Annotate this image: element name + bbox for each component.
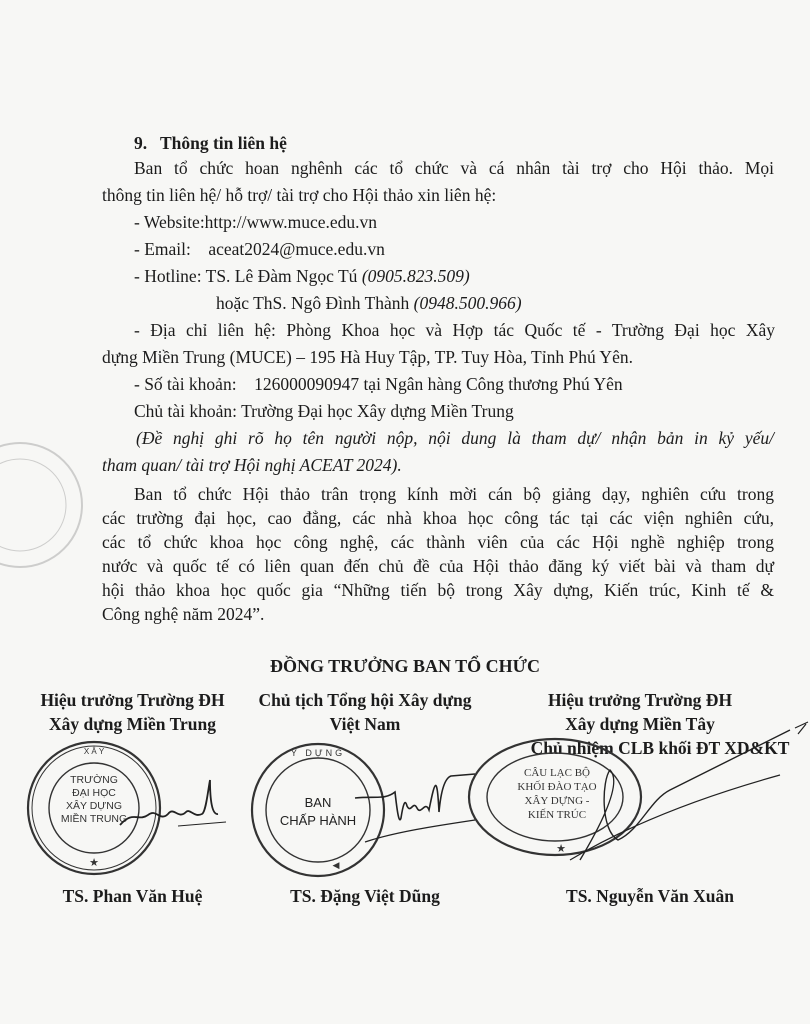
hotline-label: - Hotline: — [134, 266, 202, 286]
stamp-3-text-3: XÂY DỰNG - — [524, 795, 590, 807]
note-line-1: (Đề nghị ghi rõ họ tên người nộp, nội dung là tham dự/ nhận bản in kỷ yếu/ — [136, 428, 774, 448]
invitation-line-1: Ban tổ chức Hội thảo trân trọng kính mời cán bộ giảng dạy, nghiên cứu trong — [134, 484, 774, 504]
contact-email — [134, 239, 385, 259]
section-number: 9. — [134, 133, 148, 153]
invitation-line-3: các tổ chức khoa học công nghệ, các thành viên của các Hội nghề nghiệp trong — [102, 532, 774, 552]
stamp-3-text-4: KIẾN TRÚC — [527, 809, 587, 821]
intro-line-2: thông tin liên hệ/ hỗ trợ/ tài trợ cho Hội thảo xin liên hệ: — [102, 185, 497, 205]
svg-text:◀: ◀ — [332, 860, 340, 870]
email-label: - Email: — [134, 239, 191, 259]
signer-2-name: TS. Đặng Việt Dũng — [290, 886, 440, 906]
signer-2-title — [245, 688, 485, 736]
contact-website: - Website:http://www.muce.edu.vn — [134, 212, 378, 232]
intro-line-1: Ban tổ chức hoan nghênh các tổ chức và cá nhân tài trợ cho Hội thảo. Mọi — [134, 158, 774, 178]
signer-1-name: TS. Phan Văn Huệ — [62, 886, 203, 906]
faint-stamp-icon — [0, 430, 90, 580]
address-line-1: - Địa chỉ liên hệ: Phòng Khoa học và Hợp tác Quốc tế - Trường Đại học Xây — [134, 320, 775, 340]
bank-account — [134, 374, 623, 394]
hotline-phone-2: (0948.500.966) — [413, 293, 522, 313]
stamp-2-text-1: BAN — [304, 795, 332, 810]
contact-hotline — [134, 266, 470, 286]
invitation-line-4: nước và quốc tế có liên quan đến chủ đề của Hội thảo đăng ký viết bài và tham dự — [102, 556, 774, 576]
signature-3-icon — [540, 720, 810, 870]
signer-1-title-line-2: Xây dựng Miền Trung — [49, 714, 216, 734]
email-value: aceat2024@muce.edu.vn — [208, 239, 385, 259]
signer-3-title-line-1: Hiệu trưởng Trường ĐH — [547, 690, 733, 710]
note-line-2: tham quan/ tài trợ Hội nghị ACEAT 2024). — [102, 455, 402, 475]
signer-3-title-line-3: Chủ nhiệm CLB khối ĐT XD&KT — [530, 738, 790, 758]
svg-text:Ỹ DỰNG: Ỹ DỰNG — [290, 748, 346, 758]
contact-hotline-2 — [216, 293, 522, 313]
stamp-1-text-4: MIỀN TRUNG — [60, 813, 128, 825]
signer-1-title — [20, 688, 245, 736]
invitation-line-2: các trường đại học, cao đẳng, các nhà khoa học công tác tại các viện nghiên cứu, — [102, 508, 774, 528]
svg-text:★: ★ — [556, 843, 566, 855]
account-value: 126000090947 tại Ngân hàng Công thương Phú Yên — [254, 374, 623, 394]
section-heading — [134, 133, 287, 153]
signer-1-title-line-1: Hiệu trưởng Trường ĐH — [40, 690, 225, 710]
stamp-3-text-1: CÂU LẠC BỘ — [523, 767, 591, 779]
stamp-1-text-3: XÂY DỰNG — [65, 800, 123, 812]
svg-text:X Â Y: X Â Y — [83, 747, 105, 756]
stamp-1-text-2: ĐẠI HỌC — [72, 787, 116, 799]
stamp-2-text-2: CHẤP HÀNH — [279, 813, 357, 828]
invitation-line-5: hội thảo khoa học quốc gia “Những tiến bộ trong Xây dựng, Kiến trúc, Kinh tế & — [102, 580, 774, 600]
signer-2-title-line-1: Chủ tịch Tổng hội Xây dựng — [258, 690, 472, 710]
hotline-phone-1: (0905.823.509) — [361, 266, 470, 286]
invitation-line-6: Công nghệ năm 2024”. — [102, 604, 265, 624]
signature-2-icon — [355, 770, 475, 870]
signer-2-title-line-2: Việt Nam — [329, 714, 401, 734]
signature-heading: ĐỒNG TRƯỞNG BAN TỔ CHỨC — [269, 656, 541, 676]
signer-3-name: TS. Nguyễn Văn Xuân — [566, 886, 734, 906]
address-line-2: dựng Miền Trung (MUCE) – 195 Hà Huy Tập, TP. Tuy Hòa, Tỉnh Phú Yên. — [102, 347, 633, 367]
account-label: - Số tài khoản: — [134, 374, 237, 394]
section-title: Thông tin liên hệ — [159, 133, 287, 153]
hotline-name-1: TS. Lê Đàm Ngọc Tú — [205, 266, 358, 286]
account-owner: Chủ tài khoản: Trường Đại học Xây dựng Miền Trung — [134, 401, 514, 421]
signature-1-icon — [118, 770, 228, 840]
hotline-name-2: hoặc ThS. Ngô Đình Thành — [216, 293, 410, 313]
stamp-3-text-2: KHỐI ĐÀO TẠO — [517, 781, 597, 793]
signer-3-title-line-2: Xây dựng Miền Tây — [565, 714, 715, 734]
stamp-1-text-1: TRƯỜNG — [70, 774, 118, 786]
svg-text:★: ★ — [89, 857, 99, 869]
